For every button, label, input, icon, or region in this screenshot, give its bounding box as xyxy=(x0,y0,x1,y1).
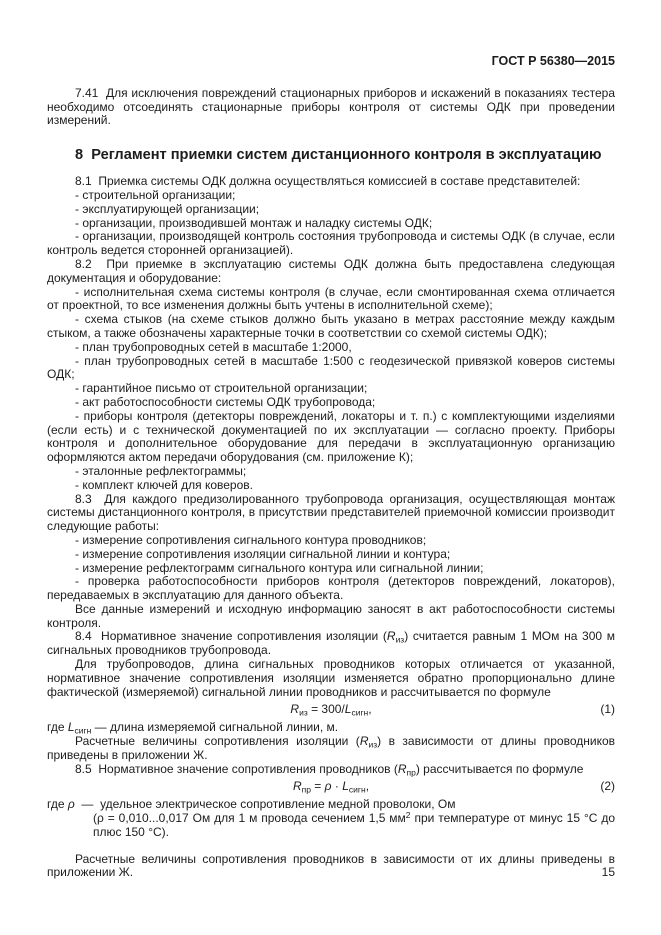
formula-comma: , xyxy=(365,779,370,794)
text-run: (ρ = 0,010...0,017 Ом для 1 м провода сечением 1,5 мм xyxy=(93,811,406,826)
variable-subscript: сигн xyxy=(74,725,92,736)
list-item: - организации, производившей монтаж и наладку системы ОДК; xyxy=(75,215,433,230)
paragraph-calc-conductors: Расчетные величины сопротивления проводников в зависимости от их длины приведены в приложении Ж. xyxy=(47,851,615,880)
variable-subscript: из xyxy=(368,739,378,750)
list-item: - план трубопроводных сетей в масштабе 1:500 с геодезической привязкой коверов системы ОДК; xyxy=(47,353,615,382)
variable-r: R xyxy=(292,779,302,794)
variable-subscript: сигн xyxy=(351,707,369,718)
list-item: - измерение рефлектограмм сигнального контура или сигнальной линии; xyxy=(75,560,484,575)
paragraph-8-1: 8.1 Приемка системы ОДК должна осуществляться комиссией в составе представителей: xyxy=(75,174,581,189)
variable-l: L xyxy=(342,779,349,794)
list-item: - схема стыков (на схеме стыков должно быть указано в метрах расстояние между каждым стыком, а также обозначены характерные точки в соответствии со схемой системы ОДК); xyxy=(47,312,615,340)
variable-r: R xyxy=(359,734,369,749)
formula-comma: , xyxy=(368,702,372,717)
paragraph-calc-insulation xyxy=(47,735,615,763)
list-item: - измерение сопротивления сигнального контура проводников; xyxy=(75,532,427,547)
variable-subscript: из xyxy=(395,634,405,645)
variable-subscript: пр xyxy=(406,767,416,778)
paragraph-7-41: 7.41 Для исключения повреждений стационарных приборов и искажений в показаниях тестера необходимо отсоединять стационарные приборы контроля от системы ОДК при проведении измерений. xyxy=(47,85,615,128)
list-item: - эксплуатирующей организации; xyxy=(75,201,260,216)
list-item: - план трубопроводных сетей в масштабе 1:2000, xyxy=(75,339,352,354)
list-item: - комплект ключей для коверов. xyxy=(75,477,253,492)
variable-l: L xyxy=(67,720,75,735)
list-item: - гарантийное письмо от строительной организации; xyxy=(75,381,368,396)
section-8-heading: 8 Регламент приемки систем дистанционного контроля в эксплуатацию xyxy=(75,147,602,164)
list-item: - эталонные рефлектограммы; xyxy=(75,463,247,478)
text-run: где xyxy=(47,797,68,812)
page-number: 15 xyxy=(601,865,615,879)
text-run: — длина измеряемой сигнальной линии, м. xyxy=(91,720,339,735)
doc-code: ГОСТ Р 56380—2015 xyxy=(491,54,615,68)
text-run: при температуре от минус 15 °С до плюс 150 °С). xyxy=(93,811,615,839)
paragraph-where-l xyxy=(47,721,615,735)
paragraph-8-4 xyxy=(47,630,615,658)
superscript-2: 2 xyxy=(405,810,411,821)
list-item: - измерение сопротивления изоляции сигнальной линии и контура; xyxy=(75,546,451,561)
text-run: где xyxy=(47,720,68,735)
formula-2-number: (2) xyxy=(600,779,615,794)
text-run: — удельное электрическое сопротивление медной проволоки, Ом xyxy=(74,797,456,812)
paragraph-8-4b: Для трубопроводов, длина сигнальных проводников которых отличается от указанной, нормативное значение сопротивления изоляции изменяется обратно пропорционально длине фактической (измеряемой) сигнальной линии проводников и рассчитывается по формуле xyxy=(47,657,615,699)
variable-r: R xyxy=(290,702,300,717)
variable-r: R xyxy=(397,761,407,776)
formula-operator: = 300/ xyxy=(307,702,345,717)
formula-operator: · xyxy=(331,779,343,794)
text-run: ) считается равным 1 МОм на 300 м сигнальных проводников трубопровода. xyxy=(47,629,615,658)
variable-subscript: из xyxy=(299,707,308,718)
list-item: - проверка работоспособности приборов контроля (детекторов повреждений, локаторов), передаваемых в эксплуатацию для данного объекта. xyxy=(47,574,615,603)
formula-1-expression xyxy=(290,702,371,716)
text-run: ) рассчитывается по формуле xyxy=(415,761,584,776)
paragraph-8-3: 8.3 Для каждого предизолированного трубопровода организация, осуществляющая монтаж системы дистанционного контроля, в присутствии представителей приемочной комиссии производит следующие работы: xyxy=(47,491,615,534)
doc-header xyxy=(47,55,615,69)
list-item: - приборы контроля (детекторы повреждений, локаторы и т. п.) с комплектующими изделиями (если есть) и с технической документацией по их эксплуатации — согласно проекту. Приборы контроля и дополнительное оборудование для передачи в эксплуатационную организацию оформляются актом передачи оборудования (см. приложение К); xyxy=(47,408,615,465)
list-item: - строительной организации; xyxy=(75,187,236,202)
list-item: - организации, производящей контроль состояния трубопровода и системы ОДК (в случае, если контроль ведется сторонней организацией). xyxy=(47,229,615,258)
formula-1-number: (1) xyxy=(600,702,615,717)
variable-rho: ρ xyxy=(67,797,75,812)
paragraph-8-2: 8.2 При приемке в эксплуатацию системы ОДК должна быть предоставлена следующая документация и оборудование: xyxy=(47,256,615,285)
paragraph-where-rho xyxy=(47,798,615,812)
text-run: 8.5 Нормативное значение сопротивления проводников ( xyxy=(75,761,398,776)
paragraph-8-5 xyxy=(47,763,615,777)
formula-operator: = xyxy=(310,779,325,794)
paragraph-measurements-note: Все данные измерений и исходную информацию заносят в акт работоспособности системы контроля. xyxy=(47,601,615,630)
formula-2-expression xyxy=(293,779,369,793)
paragraph-rho-note xyxy=(93,812,615,840)
text-run: Расчетные величины сопротивления изоляции ( xyxy=(75,734,360,749)
variable-subscript: сигн xyxy=(348,784,366,795)
variable-subscript: пр xyxy=(301,784,311,795)
variable-rho: ρ xyxy=(324,779,332,794)
list-item: - акт работоспособности системы ОДК трубопровода; xyxy=(75,394,376,409)
list-item: - исполнительная схема системы контроля (в случае, если смонтированная схема отличается от проектной, то все изменения должны быть учтены в исполнительной схеме); xyxy=(47,284,615,313)
variable-r: R xyxy=(386,629,396,644)
text-run: ) в зависимости от длины проводников приведены в приложении Ж. xyxy=(47,734,616,762)
variable-l: L xyxy=(344,702,352,717)
formula-1 xyxy=(47,703,615,717)
text-run: 8.4 Нормативное значение сопротивления изоляции ( xyxy=(75,629,387,644)
formula-2 xyxy=(47,780,615,794)
